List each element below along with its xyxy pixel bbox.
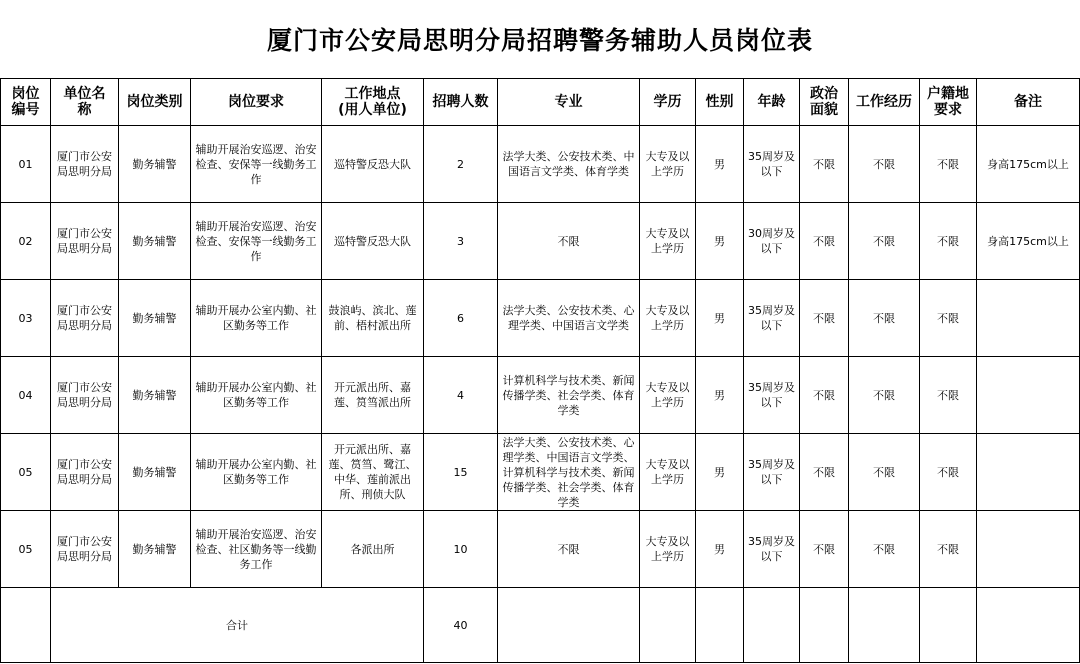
total-label: 合计 [51,588,424,663]
cell-count: 4 [424,357,498,434]
table-body [1,126,1080,663]
cell-experience: 不限 [849,357,920,434]
cell-politics: 不限 [800,280,849,357]
cell-requirement: 辅助开展办公室内勤、社区勤务等工作 [191,280,322,357]
cell-unit: 厦门市公安局思明分局 [51,511,119,588]
header-location [322,79,424,126]
cell-experience: 不限 [849,434,920,511]
cell-gender: 男 [696,434,744,511]
header-text: 学历 [653,94,682,110]
header-text: 招聘人数 [432,94,489,110]
header-category [119,79,191,126]
header-text: 性别 [705,94,734,110]
total-empty-cell [849,588,920,663]
cell-age: 35周岁及以下 [744,126,800,203]
cell-education: 大专及以上学历 [640,203,696,280]
cell-politics: 不限 [800,511,849,588]
total-empty-cell [498,588,640,663]
cell-education: 大专及以上学历 [640,434,696,511]
table-row [1,434,1080,511]
header-text: (用人单位) [338,102,407,118]
total-empty-cell [977,588,1080,663]
cell-hukou: 不限 [920,434,977,511]
cell-experience: 不限 [849,203,920,280]
cell-count: 15 [424,434,498,511]
cell-no: 04 [1,357,51,434]
header-text: 岗位 [11,86,40,102]
header-count [424,79,498,126]
cell-major: 法学大类、公安技术类、中国语言文学类、体育学类 [498,126,640,203]
cell-gender: 男 [696,203,744,280]
cell-hukou: 不限 [920,511,977,588]
cell-major: 不限 [498,511,640,588]
cell-gender: 男 [696,280,744,357]
cell-unit: 厦门市公安局思明分局 [51,280,119,357]
cell-count: 10 [424,511,498,588]
cell-experience: 不限 [849,280,920,357]
cell-politics: 不限 [800,434,849,511]
cell-category: 勤务辅警 [119,280,191,357]
cell-unit: 厦门市公安局思明分局 [51,126,119,203]
header-text: 备注 [1014,94,1042,110]
cell-note [977,434,1080,511]
cell-major: 法学大类、公安技术类、心理学类、中国语言文学类、计算机科学与技术类、新闻传播学类、社会学类、体育学类 [498,434,640,511]
cell-no: 03 [1,280,51,357]
header-text: 工作经历 [856,94,912,110]
header-text: 政治 [810,86,838,102]
header-text: 面貌 [810,102,838,118]
header-text: 要求 [934,102,962,118]
cell-hukou: 不限 [920,357,977,434]
cell-no: 01 [1,126,51,203]
total-empty-cell [744,588,800,663]
table-row [1,280,1080,357]
cell-education: 大专及以上学历 [640,126,696,203]
total-row [1,588,1080,663]
cell-education: 大专及以上学历 [640,280,696,357]
cell-count: 3 [424,203,498,280]
cell-no: 05 [1,434,51,511]
cell-note [977,511,1080,588]
header-text: 岗位类别 [126,94,183,110]
cell-note: 身高175cm以上 [977,203,1080,280]
header-hukou [920,79,977,126]
header-gender [696,79,744,126]
cell-experience: 不限 [849,511,920,588]
header-requirement [191,79,322,126]
cell-location: 开元派出所、嘉莲、筼筜派出所 [322,357,424,434]
header-row [1,79,1080,126]
table-row [1,357,1080,434]
cell-gender: 男 [696,126,744,203]
cell-experience: 不限 [849,126,920,203]
total-empty-cell [640,588,696,663]
cell-note [977,280,1080,357]
cell-gender: 男 [696,511,744,588]
page-title: 厦门市公安局思明分局招聘警务辅助人员岗位表 [266,26,813,55]
cell-category: 勤务辅警 [119,434,191,511]
header-note [977,79,1080,126]
recruitment-table [0,78,1080,663]
cell-unit: 厦门市公安局思明分局 [51,357,119,434]
cell-hukou: 不限 [920,203,977,280]
header-text: 称 [77,102,92,118]
table-row [1,126,1080,203]
cell-location: 各派出所 [322,511,424,588]
cell-politics: 不限 [800,357,849,434]
cell-requirement: 辅助开展办公室内勤、社区勤务等工作 [191,357,322,434]
header-no [1,79,51,126]
header-education [640,79,696,126]
cell-note: 身高175cm以上 [977,126,1080,203]
cell-hukou: 不限 [920,126,977,203]
cell-category: 勤务辅警 [119,511,191,588]
cell-requirement: 辅助开展治安巡逻、治安检查、安保等一线勤务工作 [191,203,322,280]
total-empty-cell [1,588,51,663]
header-text: 工作地点 [344,86,401,102]
cell-major: 计算机科学与技术类、新闻传播学类、社会学类、体育学类 [498,357,640,434]
cell-location: 巡特警反恐大队 [322,126,424,203]
cell-education: 大专及以上学历 [640,511,696,588]
total-empty-cell [920,588,977,663]
header-unit [51,79,119,126]
cell-politics: 不限 [800,203,849,280]
cell-politics: 不限 [800,126,849,203]
cell-unit: 厦门市公安局思明分局 [51,434,119,511]
total-empty-cell [696,588,744,663]
cell-age: 30周岁及以下 [744,203,800,280]
cell-note [977,357,1080,434]
header-major [498,79,640,126]
header-text: 编号 [11,102,40,118]
cell-category: 勤务辅警 [119,357,191,434]
header-politics [800,79,849,126]
cell-requirement: 辅助开展办公室内勤、社区勤务等工作 [191,434,322,511]
cell-major: 法学大类、公安技术类、心理学类、中国语言文学类 [498,280,640,357]
table-row [1,511,1080,588]
header-text: 户籍地 [927,86,969,102]
cell-unit: 厦门市公安局思明分局 [51,203,119,280]
cell-requirement: 辅助开展治安巡逻、治安检查、社区勤务等一线勤务工作 [191,511,322,588]
cell-count: 6 [424,280,498,357]
cell-location: 鼓浪屿、滨北、莲前、梧村派出所 [322,280,424,357]
cell-age: 35周岁及以下 [744,434,800,511]
header-text: 年龄 [757,94,786,110]
cell-age: 35周岁及以下 [744,511,800,588]
cell-location: 开元派出所、嘉莲、筼筜、鹭江、中华、莲前派出所、刑侦大队 [322,434,424,511]
cell-location: 巡特警反恐大队 [322,203,424,280]
cell-major: 不限 [498,203,640,280]
header-experience [849,79,920,126]
header-age [744,79,800,126]
cell-hukou: 不限 [920,280,977,357]
cell-no: 02 [1,203,51,280]
table-row [1,203,1080,280]
total-empty-cell [800,588,849,663]
cell-no: 05 [1,511,51,588]
cell-age: 35周岁及以下 [744,357,800,434]
cell-gender: 男 [696,357,744,434]
header-text: 岗位要求 [228,94,284,110]
total-count: 40 [424,588,498,663]
cell-count: 2 [424,126,498,203]
cell-category: 勤务辅警 [119,203,191,280]
header-text: 单位名 [63,86,106,102]
cell-requirement: 辅助开展治安巡逻、治安检查、安保等一线勤务工作 [191,126,322,203]
cell-age: 35周岁及以下 [744,280,800,357]
cell-category: 勤务辅警 [119,126,191,203]
cell-education: 大专及以上学历 [640,357,696,434]
header-text: 专业 [554,94,583,110]
